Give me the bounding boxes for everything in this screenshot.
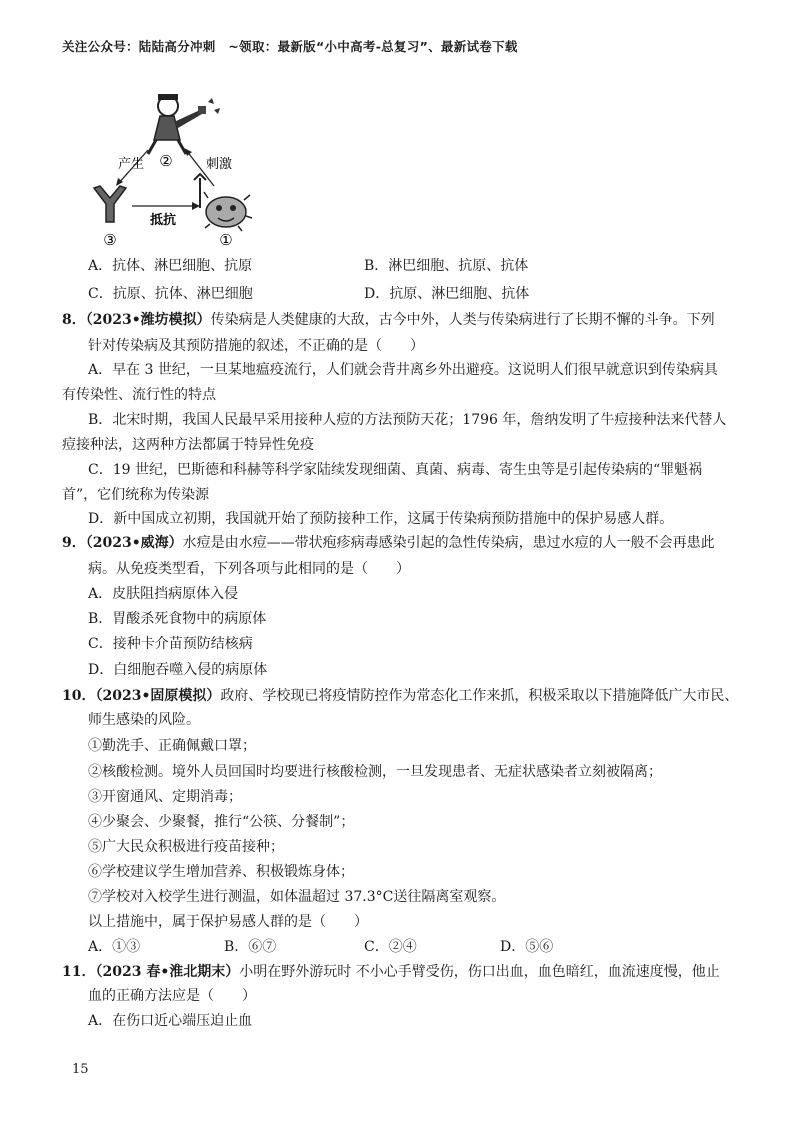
label-stimulate: 刺激 <box>206 157 233 172</box>
q7-option-c: C．抗原、抗体、淋巴细胞 <box>88 286 253 302</box>
question-number: 9． <box>62 535 86 551</box>
question-stem: 传染病是人类健康的大敌，古今中外，人类与传染病进行了长期不懈的斗争。下列 <box>210 312 715 328</box>
question-number: 10． <box>62 688 96 704</box>
node-3-label: ③ <box>103 231 117 249</box>
q10-option-a: A．①③ <box>88 939 141 955</box>
q8-option-d: D．新中国成立初期，我国就开始了预防接种工作，这属于传染病预防措施中的保护易感人群。 <box>88 511 674 527</box>
q7-option-b: B．淋巴细胞、抗原、抗体 <box>364 258 529 274</box>
antibody-illustration <box>94 186 126 222</box>
question-number: 8． <box>62 312 86 328</box>
question-stem: 水痘是由水痘——带状疱疹病毒感染引起的急性传染病，患过水痘的人一般不会再患此 <box>182 535 715 551</box>
q8-stem-line-1 <box>62 310 715 330</box>
lymphocyte-illustration <box>148 94 220 154</box>
immune-diagram-figure <box>88 88 268 250</box>
q8-option-c-line-2: 首”，它们统称为传染源 <box>62 487 210 503</box>
q10-measure-6: ⑥学校建议学生增加营养、积极锻炼身体； <box>88 864 354 880</box>
question-source: （2023 春•淮北期末） <box>95 964 240 980</box>
q10-stem-line-2: 师生感染的风险。 <box>88 712 200 728</box>
q10-question: 以上措施中，属于保护易感人群的是（ ） <box>88 914 368 930</box>
q7-option-a: A．抗体、淋巴细胞、抗原 <box>88 258 253 274</box>
q8-option-b-line-2: 痘接种法，这两种方法都属于特异性免疫 <box>62 437 314 453</box>
q10-measure-1: ①勤洗手、正确佩戴口罩； <box>88 738 256 754</box>
q10-option-b: B．⑥⑦ <box>224 939 277 955</box>
page-header: 关注公众号：陆陆高分冲刺 ~领取：最新版“小中高考-总复习”、最新试卷下载 <box>62 39 518 54</box>
q11-stem-line-2: 血的正确方法应是（ ） <box>88 988 256 1004</box>
node-1-label: ① <box>219 231 233 249</box>
q10-measure-4: ④少聚会、少聚餐，推行“公筷、分餐制”； <box>88 814 355 830</box>
q10-option-d: D．⑤⑥ <box>500 939 554 955</box>
question-source: （2023•潍坊模拟） <box>85 312 211 328</box>
q8-option-b-line-1: B．北宋时期，我国人民最早采用接种人痘的方法预防天花；1796 年，詹纳发明了牛痘接种法来代替人 <box>88 412 727 428</box>
q10-measure-5: ⑤广大民众积极进行疫苗接种； <box>88 839 284 855</box>
q9-option-a: A．皮肤阻挡病原体入侵 <box>88 586 239 602</box>
q8-option-a-line-2: 有传染性、流行性的特点 <box>62 387 216 403</box>
q9-stem-line-1 <box>62 533 715 553</box>
q11-stem-line-1 <box>62 962 720 982</box>
q9-option-b: B．胃酸杀死食物中的病原体 <box>88 611 267 627</box>
q10-measure-7: ⑦学校对入校学生进行测温，如体温超过 37.3°C送往隔离室观察。 <box>88 889 506 905</box>
q11-option-a: A．在伤口近心端压迫止血 <box>88 1013 253 1029</box>
q8-stem-line-2: 针对传染病及其预防措施的叙述，不正确的是（ ） <box>88 338 424 354</box>
q8-option-c-line-1: C．19 世纪，巴斯德和科赫等科学家陆续发现细菌、真菌、病毒、寄生虫等是引起传染病的“罪魁祸 <box>88 462 703 478</box>
page-number: 15 <box>72 1062 89 1077</box>
q8-option-a-line-1: A．早在 3 世纪，一旦某地瘟疫流行，人们就会背井离乡外出避疫。这说明人们很早就意识到传染病具 <box>88 362 718 378</box>
q10-measure-3: ③开窗通风、定期消毒； <box>88 789 242 805</box>
q10-option-c: C．②④ <box>364 939 417 955</box>
question-source: （2023•固原模拟） <box>95 688 221 704</box>
q9-option-d: D．白细胞吞噬入侵的病原体 <box>88 662 268 678</box>
arrow-resist <box>132 202 200 210</box>
label-produce: 产生 <box>118 157 145 172</box>
q10-measure-2: ②核酸检测。境外人员回国时均要进行核酸检测，一旦发现患者、无症状感染者立刻被隔离； <box>88 764 662 780</box>
question-source: （2023•威海） <box>85 535 183 551</box>
question-stem: 政府、学校现已将疫情防控作为常态化工作来抓，积极采取以下措施降低广大市民、 <box>220 688 739 704</box>
question-stem: 小明在野外游玩时 不小心手臂受伤，伤口出血，血色暗红，血流速度慢，他止 <box>239 964 720 980</box>
q9-stem-line-2: 病。从免疫类型看，下列各项与此相同的是（ ） <box>88 561 410 577</box>
q10-stem-line-1 <box>62 686 738 706</box>
question-number: 11． <box>62 964 96 980</box>
q7-option-d: D．抗原、淋巴细胞、抗体 <box>364 286 530 302</box>
node-2-label: ② <box>159 152 173 170</box>
antigen-illustration <box>194 174 252 231</box>
q9-option-c: C．接种卡介苗预防结核病 <box>88 636 253 652</box>
label-resist: 抵抗 <box>150 213 177 228</box>
